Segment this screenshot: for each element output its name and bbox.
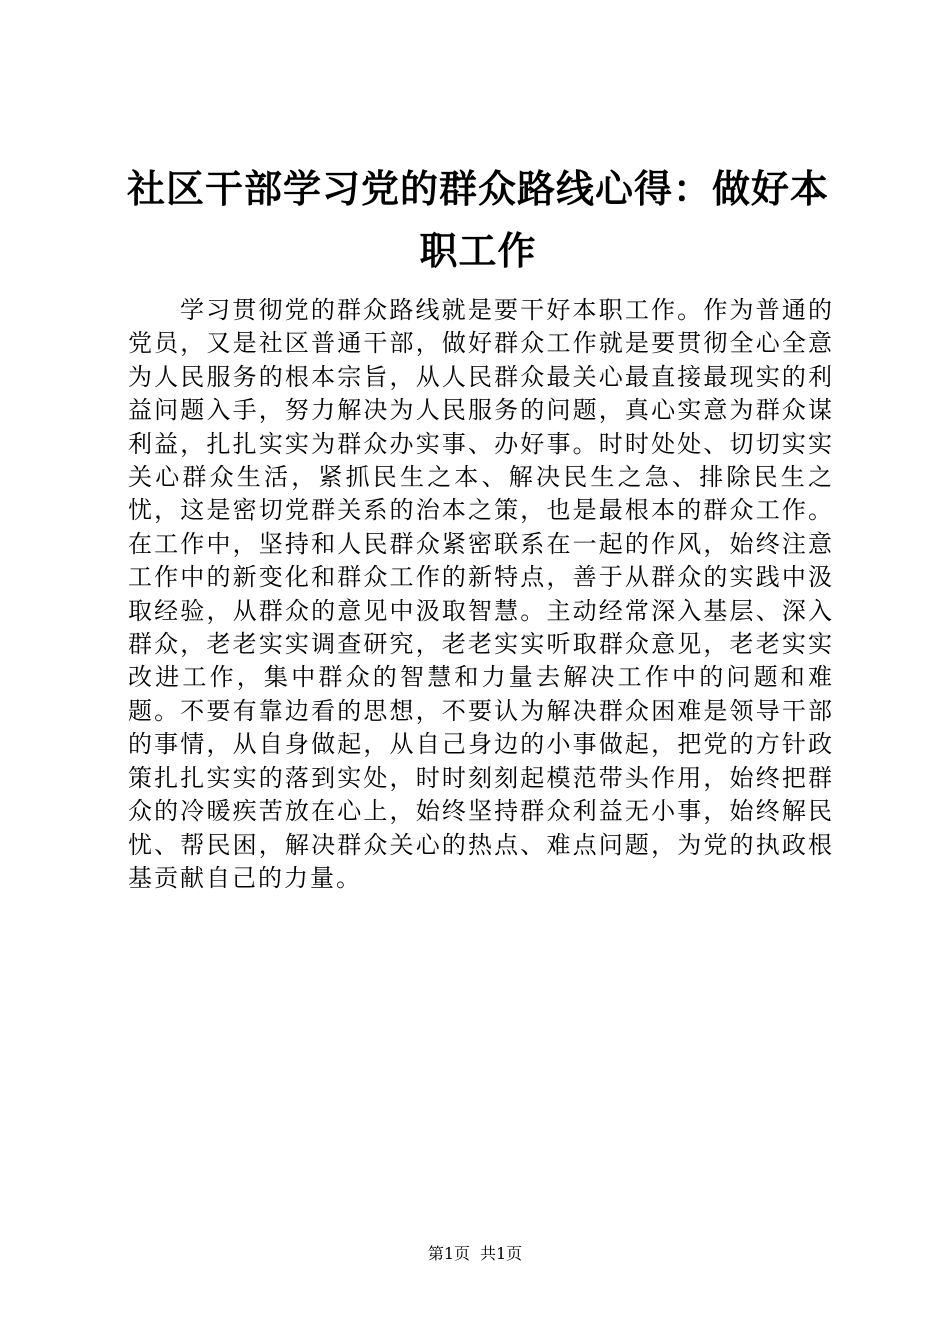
page-number: 第1页 bbox=[427, 1244, 470, 1263]
document-title: 社区干部学习党的群众路线心得：做好本职工作 bbox=[126, 166, 829, 273]
page-footer bbox=[0, 1244, 950, 1264]
body-paragraph: 学习贯彻党的群众路线就是要干好本职工作。作为普通的党员，又是社区普通干部，做好群众工作就是要贯彻全心全意为人民服务的根本宗旨，从人民群众最关心最直接最现实的利益问题入手，努力解决为人民服务的问题，真心实意为群众谋利益，扎扎实实为群众办实事、办好事。时时处处、切切实实关心群众生活，紧抓民生之本、解决民生之急、排除民生之忧，这是密切党群关系的治本之策，也是最根本的群众工作。在工作中，坚持和人民群众紧密联系在一起的作风，始终注意工作中的新变化和群众工作的新特点，善于从群众的实践中汲取经验，从群众的意见中汲取智慧。主动经常深入基层、深入群众，老老实实调查研究，老老实实听取群众意见，老老实实改进工作，集中群众的智慧和力量去解决工作中的问题和难题。不要有靠边看的思想，不要认为解决群众困难是领导干部的事情，从自身做起，从自己身边的小事做起，把党的方针政策扎扎实实的落到实处，时时刻刻起模范带头作用，始终把群众的冷暖疾苦放在心上，始终坚持群众利益无小事，始终解民忧、帮民困，解决群众关心的热点、难点问题，为党的执政根基贡献自己的力量。 bbox=[128, 296, 834, 892]
page-total: 共1页 bbox=[480, 1244, 523, 1263]
